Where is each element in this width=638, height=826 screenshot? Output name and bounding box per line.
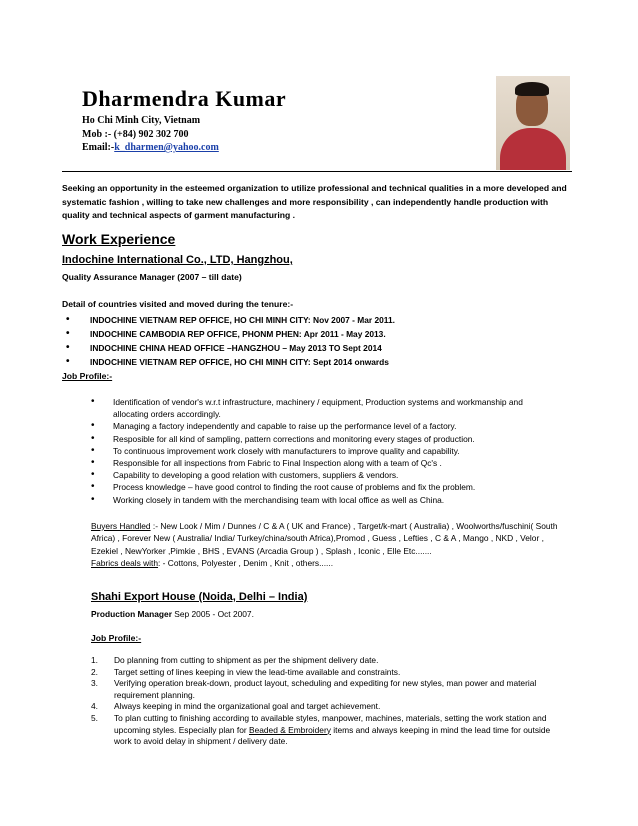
job-profile-heading-1: Job Profile:- (62, 371, 113, 381)
photo-hair (515, 82, 549, 96)
email-link[interactable]: k_dharmen@yahoo.com (114, 142, 219, 153)
item-text: Target setting of lines keeping in view the lead-time available and constraints. (114, 666, 401, 677)
list-item: • Process knowledge – have good control to finding the root cause of problems and fix the problem. (91, 481, 551, 493)
item-text-a: To plan cutting to finishing according to available styles, manpower, machines, materials, setting the work station and upcoming styles. Especially plan for (114, 712, 547, 735)
item-text-underlined: Beaded & Embroidery (249, 724, 331, 735)
contact-city: Ho Chi Minh City, Vietnam (82, 115, 201, 126)
candidate-name: Dharmendra Kumar (82, 86, 287, 111)
role-production-manager (91, 609, 254, 619)
fabrics-text: : - Cottons, Polyester , Denim , Knit , others...... (158, 558, 334, 569)
list-item: • INDOCHINE CAMBODIA REP OFFICE, PHONM PHEN: Apr 2011 - May 2013. (62, 327, 395, 341)
job-profile-heading-2: Job Profile:- (91, 633, 142, 643)
item-text: Verifying operation break-down, product layout, scheduling and expediting for new styles, man power and material requirement planning. (114, 678, 537, 700)
list-item: • To continuous improvement work closely with manufacturers to improve quality and capability. (91, 445, 551, 457)
item-number: 5. (91, 712, 98, 723)
buyers-label: Buyers Handled (91, 521, 151, 531)
countries-heading: Detail of countries visited and moved during the tenure:- (62, 299, 294, 309)
list-item: • Responsible for all inspections from Fabric to Final Inspection along with a team of Qc's . (91, 457, 551, 469)
objective-text: Seeking an opportunity in the esteemed organization to utilize professional and technical qualities in a more developed and systematic fashion , willing to take new challenges and more responsibility , can independently handle production with quality and technical aspects of garment manufacturing . (62, 183, 567, 220)
fabrics-label: Fabrics deals with (91, 558, 159, 569)
contact-mobile: Mob :- (+84) 902 302 700 (82, 129, 189, 140)
role-period: Sep 2005 - Oct 2007. (171, 609, 254, 619)
list-item: • INDOCHINE CHINA HEAD OFFICE –HANGZHOU – May 2013 TO Sept 2014 (62, 341, 395, 355)
list-item: • INDOCHINE VIETNAM REP OFFICE, HO CHI MINH CITY: Sept 2014 onwards (62, 355, 395, 369)
buyers-paragraph (91, 520, 571, 570)
numbered-list (91, 655, 561, 748)
person-photo-icon (496, 76, 570, 170)
list-item: • Working closely in tandem with the merchandising team with local office as well as China. (91, 494, 551, 506)
location-list (62, 313, 395, 369)
item-number: 3. (91, 678, 98, 689)
company-indochine: Indochine International Co., LTD, Hangzhou, (62, 254, 293, 266)
item-text-b: items and always keeping in mind the lead time for outside work to avoid delay in shipment / delivery date. (114, 724, 551, 747)
email-label: Email:- (82, 142, 115, 153)
work-experience-heading: Work Experience (62, 231, 176, 247)
list-item: • INDOCHINE VIETNAM REP OFFICE, HO CHI MINH CITY: Nov 2007 - Mar 2011. (62, 313, 395, 327)
role-qa-manager: Quality Assurance Manager (2007 – till date) (62, 272, 242, 282)
item-text: Always keeping in mind the organizational goal and target achievement. (114, 701, 381, 712)
list-item (91, 701, 561, 713)
role-title: Production Manager (91, 609, 172, 619)
item-number: 4. (91, 701, 98, 712)
responsibility-list (91, 396, 551, 506)
item-number: 2. (91, 666, 98, 677)
list-item: • Managing a factory independently and capable to raise up the performance level of a factory. (91, 420, 551, 432)
list-item (91, 678, 561, 701)
list-item (91, 713, 561, 748)
list-item: • Resposible for all kind of sampling, pattern corrections and monitoring every stages of production. (91, 433, 551, 445)
buyers-text: :- New Look / Mim / Dunnes / C & A ( UK and France) , Target/k-mart ( Australia) , Woolworths/fuschini( South Africa) , Forever New ( Australia/ India/ Turkey/china/south Africa),Promod , Guess , Lefties , C & A , Mango , NKD , Velor , Ezekiel , NewYorker ,Pimkie , BHS , EVANS (Arcadia Group ) , Splash , Iconic , Elle Etc....... (91, 521, 558, 556)
photo-shirt (500, 128, 566, 170)
header-divider (62, 171, 572, 172)
item-number: 1. (91, 655, 98, 665)
list-item (91, 667, 561, 679)
contact-email (82, 142, 219, 153)
list-item (91, 655, 561, 667)
company-shahi: Shahi Export House (Noida, Delhi – India) (91, 591, 308, 603)
item-text: Do planning from cutting to shipment as per the shipment delivery date. (114, 655, 379, 665)
list-item: • Identification of vendor's w.r.t infrastructure, machinery / equipment, Production systems and workmanship and allocating orders accordingly. (91, 396, 551, 420)
list-item: • Capability to developing a good relation with customers, suppliers & vendors. (91, 469, 551, 481)
